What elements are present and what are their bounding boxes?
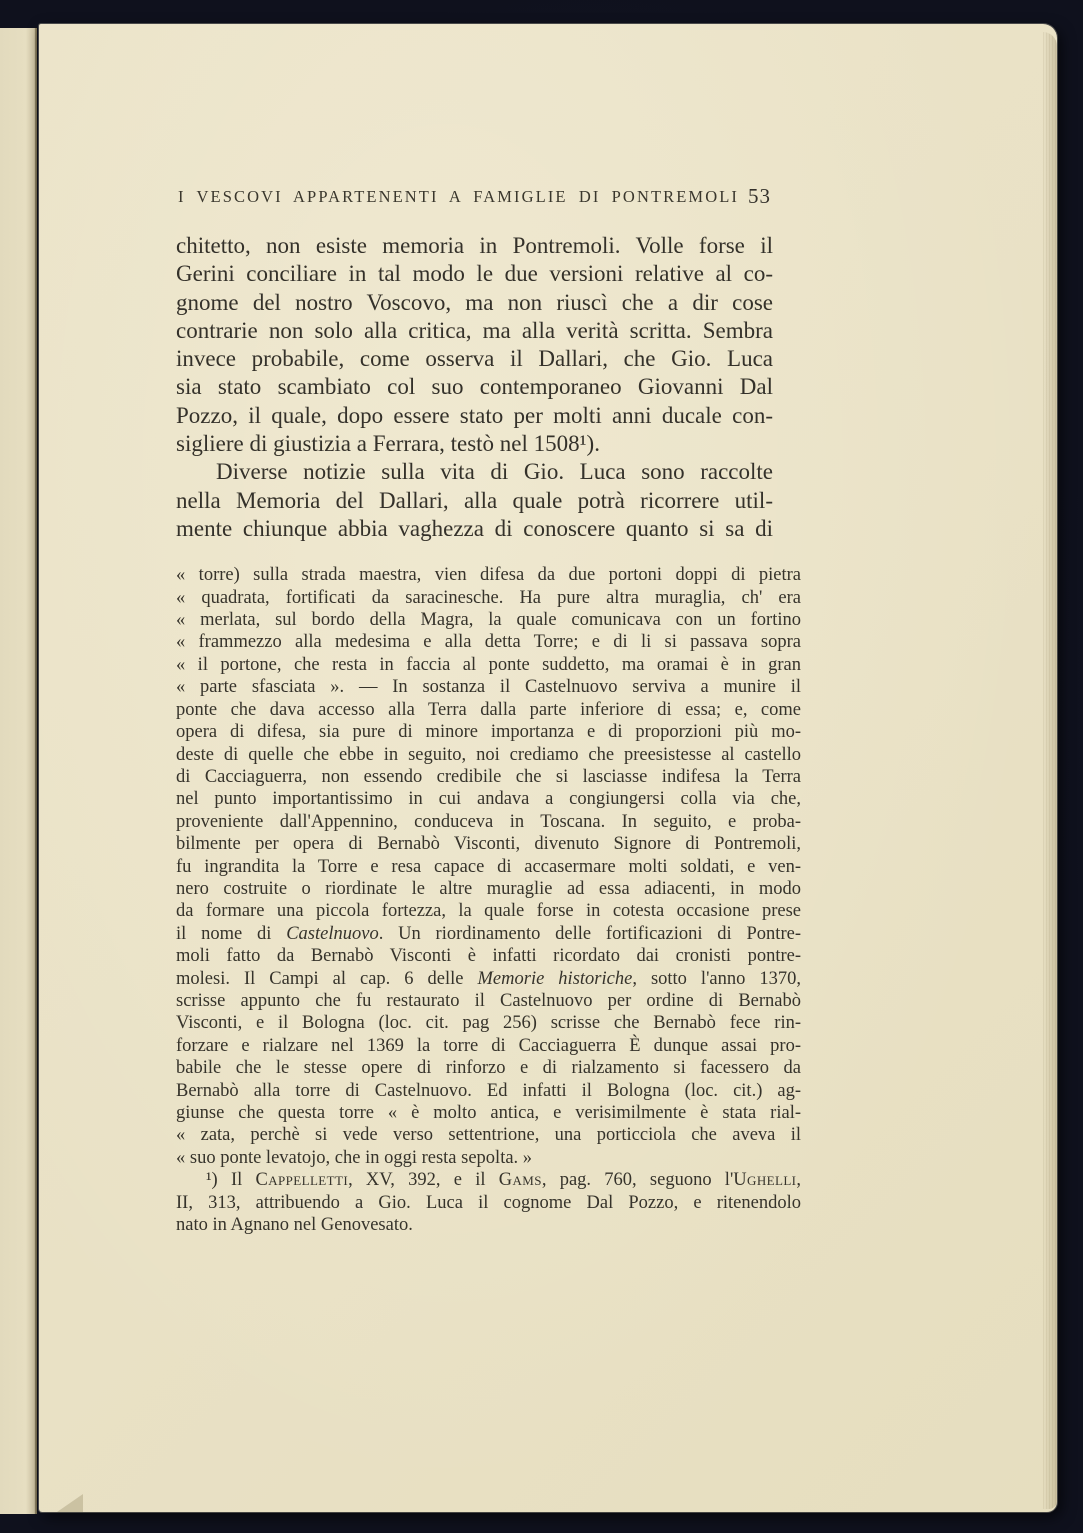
text-line: giunse che questa torre « è molto antica, e verisimilmente è stata rial-: [176, 1103, 801, 1124]
text-segment: , XV, 392, e il: [348, 1170, 499, 1191]
text-line: ponte che dava accesso alla Terra dalla parte inferiore di essa; e, come: [176, 699, 801, 720]
page-number: 53: [748, 184, 771, 208]
gutter-shadow: [35, 28, 37, 1514]
corner-fold: [57, 1494, 83, 1512]
text-line: nero costruite o riordinate le altre muraglie ad essa adiacenti, in modo: [176, 878, 801, 899]
text-segment: molesi. Il Campi al cap. 6 delle: [176, 968, 478, 989]
text-line: sigliere di giustizia a Ferrara, testò nel 1508¹).: [176, 431, 600, 457]
text-line: nato in Agnano nel Genovesato.: [176, 1215, 413, 1236]
previous-page-edge: [0, 28, 37, 1514]
text-line: fu ingrandita la Torre e resa capace di accasermare molti soldati, e ven-: [176, 856, 801, 877]
text-line: « frammezzo alla medesima e alla detta Torre; e di li si passava sopra: [176, 632, 801, 653]
text-line: [176, 1169, 801, 1191]
text-line: « il portone, che resta in faccia al ponte suddetto, ma oramai è in gran: [176, 654, 801, 675]
text-line: chitetto, non esiste memoria in Pontremoli. Volle forse il: [176, 233, 773, 258]
text-line: « merlata, sul bordo della Magra, la quale comunicava con un fortino: [176, 610, 801, 631]
text-line: moli fatto da Bernabò Visconti è infatti ricordato dai cronisti pontre-: [176, 946, 801, 967]
text-line: contrarie non solo alla critica, ma alla verità scritta. Sembra: [176, 317, 773, 343]
text-line: sia stato scambiato col suo contemporaneo Giovanni Dal: [176, 374, 773, 400]
italic-text: Memorie historiche: [477, 968, 633, 989]
page-stack-edge: [1043, 32, 1057, 1509]
running-header: [176, 184, 773, 209]
text-line: Diverse notizie sulla vita di Gio. Luca sono raccolte: [216, 459, 773, 485]
text-line: bilmente per opera di Bernabò Visconti, divenuto Signore di Pontremoli,: [176, 834, 801, 855]
text-line: « torre) sulla strada maestra, vien difesa da due portoni doppi di pietra: [176, 565, 801, 586]
text-line: scrisse appunto che fu restaurato il Castelnuovo per ordine di Bernabò: [176, 990, 801, 1011]
text-line: « zata, perchè si vede verso settentrione, una porticciola che aveva il: [176, 1125, 801, 1146]
italic-text: Castelnuovo: [286, 923, 379, 944]
text-line: nella Memoria del Dallari, alla quale potrà ricorrere util-: [176, 487, 773, 513]
text-line: opera di difesa, sia pure di minore importanza e di proporzioni più mo-: [176, 722, 801, 743]
paragraph-continuation: [176, 232, 773, 458]
text-line: « quadrata, fortificati da saracinesche. Ha pure altra muraglia, ch' era: [176, 587, 801, 608]
text-line: II, 313, attribuendo a Gio. Luca il cognome Dal Pozzo, e ritenendolo: [176, 1192, 801, 1213]
text-line: di Cacciaguerra, non essendo credibile che si lasciasse indifesa la Terra: [176, 766, 801, 787]
text-line: nel punto importantissimo in cui andava a congiungersi colla via che,: [176, 789, 801, 810]
footnote-1: [176, 1169, 801, 1236]
book-page: [39, 24, 1057, 1512]
text-line: mente chiunque abbia vaghezza di conoscere quanto si sa di: [176, 515, 773, 541]
text-line: « parte sfasciata ». — In sostanza il Castelnuovo serviva a munire il: [176, 677, 801, 698]
smallcaps-text: Ughelli: [733, 1170, 797, 1191]
text-segment: , pag. 760, seguono l': [541, 1170, 734, 1191]
text-line: da formare una piccola fortezza, la quale forse in cotesta occasione prese: [176, 901, 801, 922]
text-segment: ¹) Il: [206, 1170, 256, 1191]
text-line: Visconti, e il Bologna (loc. cit. pag 256) scrisse che Bernabò fece rin-: [176, 1013, 801, 1034]
text-line: [176, 923, 801, 945]
text-line: babile che le stesse opere di rinforzo e di rialzamento si facessero da: [176, 1058, 801, 1079]
text-line: Pozzo, il quale, dopo essere stato per molti anni ducale con-: [176, 402, 773, 428]
smallcaps-text: Cappelletti: [255, 1170, 349, 1191]
paragraph: [176, 458, 773, 543]
text-line: Gerini conciliare in tal modo le due versioni relative al co-: [176, 261, 773, 287]
text-line: proveniente dall'Appennino, conduceva in Toscana. In seguito, e proba-: [176, 811, 801, 832]
text-line: invece probabile, come osserva il Dallari, che Gio. Luca: [176, 346, 773, 372]
text-line: Bernabò alla torre di Castelnuovo. Ed infatti il Bologna (loc. cit.) ag-: [176, 1080, 801, 1101]
text-segment: . Un riordinamento delle fortificazioni di Pontre-: [378, 923, 801, 944]
text-line: forzare e rialzare nel 1369 la torre di Cacciaguerra È dunque assai pro-: [176, 1035, 801, 1056]
text-segment: il nome di: [176, 923, 287, 944]
text-line: gnome del nostro Voscovo, ma non riuscì che a dir cose: [176, 289, 773, 315]
running-header-title: I VESCOVI APPARTENENTI A FAMIGLIE DI PONTREMOLI: [177, 187, 739, 206]
text-line: « suo ponte levatojo, che in oggi resta sepolta. »: [176, 1147, 533, 1168]
smallcaps-text: Gams: [498, 1170, 542, 1191]
text-segment: , sotto l'anno 1370,: [632, 968, 802, 989]
text-segment: ,: [796, 1170, 802, 1191]
text-line: deste di quelle che ebbe in seguito, noi crediamo che preesistesse al castello: [176, 744, 801, 765]
footnote-continuation: [176, 564, 801, 1169]
text-line: [176, 968, 801, 990]
page-content: [176, 24, 801, 1236]
